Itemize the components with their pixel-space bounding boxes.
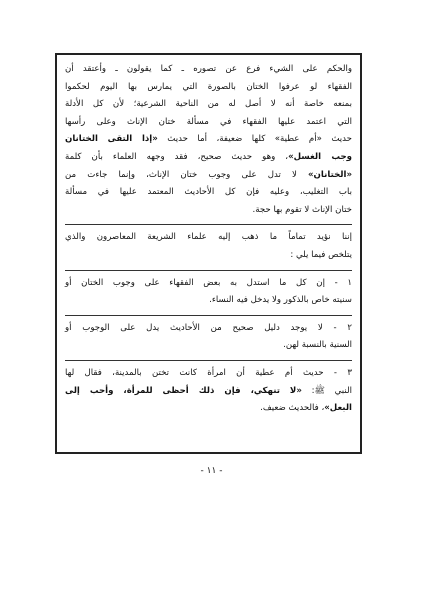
text-line: إننا نؤيد تماماً ما ذهب إليه علماء الشريعة المعاصرون والذي <box>65 232 352 243</box>
text-line: بمنعه خاصة أنه لا أصل له من الناحية الشرعية؛ لأن كل الأدلة <box>65 99 352 110</box>
page-number: - ١١ - <box>200 466 223 476</box>
paragraph-2 <box>65 229 352 264</box>
text-run: النبي ﷺ: <box>301 385 352 396</box>
paragraph-1 <box>65 61 352 219</box>
text-run: ، فالحديث ضعيف. <box>260 403 325 414</box>
text-run: لا تدل على وجوب ختان الإناث، وإنما جاءت من <box>65 169 308 180</box>
text-line <box>65 383 352 401</box>
text-line: السنية بالنسبة لهن. <box>283 340 352 351</box>
text-line <box>65 131 352 149</box>
text-line: الفقهاء لو عرفوا الختان بالصورة التي يمارس بها اليوم لحكموا <box>65 81 352 92</box>
page-frame <box>55 53 362 454</box>
page-text <box>65 61 352 418</box>
text-line: سنيته خاص بالذكور ولا يدخل فيه النساء. <box>209 295 352 306</box>
list-item-2 <box>65 320 352 355</box>
divider <box>65 224 352 225</box>
divider <box>65 315 352 316</box>
divider <box>65 270 352 271</box>
hadith-quote: وجب الغسل» <box>288 151 352 162</box>
hadith-term: «الختانان» <box>308 169 352 180</box>
text-line: ١ - إن كل ما استدل به بعض الفقهاء على وجوب الختان أو <box>65 277 352 288</box>
text-run: ، وهو حديث صحيح، فقد وجهه العلماء بأن كلمة <box>65 151 289 162</box>
text-line: والحكم على الشيء فرع عن تصوره ـ كما يقولون ـ وأعتقد أن <box>65 64 352 74</box>
hadith-quote: «لا تنهكي، فإن ذلك أحظى للمرأة، وأحب إلى <box>65 385 302 396</box>
text-line: ٣ - حديث أم عطية أن امرأة كانت تختن بالمدينة، فقال لها <box>65 367 352 378</box>
text-line: باب التغليب، وعليه فإن كل الأحاديث المعتمد عليها في مسألة <box>65 187 352 198</box>
list-item-1 <box>65 275 352 310</box>
text-run: حديث «أم عطية» كلها ضعيفة، أما حديث <box>157 134 352 145</box>
text-line <box>65 167 352 185</box>
hadith-quote: البعل» <box>324 403 352 414</box>
hadith-quote: «إذا التقى الختانان <box>65 134 158 145</box>
text-line <box>65 149 352 167</box>
text-line: التي اعتمد عليها الفقهاء في مسألة ختان الإناث وعلى رأسها <box>65 116 352 127</box>
divider <box>65 360 352 361</box>
text-line <box>65 400 352 418</box>
list-item-3 <box>65 365 352 418</box>
text-line: ٢ - لا يوجد دليل صحيح من الأحاديث يدل على الوجوب أو <box>65 322 352 333</box>
text-line: ختان الإناث لا تقوم بها حجة. <box>252 204 352 215</box>
text-line: يتلخص فيما يلي : <box>290 249 352 260</box>
